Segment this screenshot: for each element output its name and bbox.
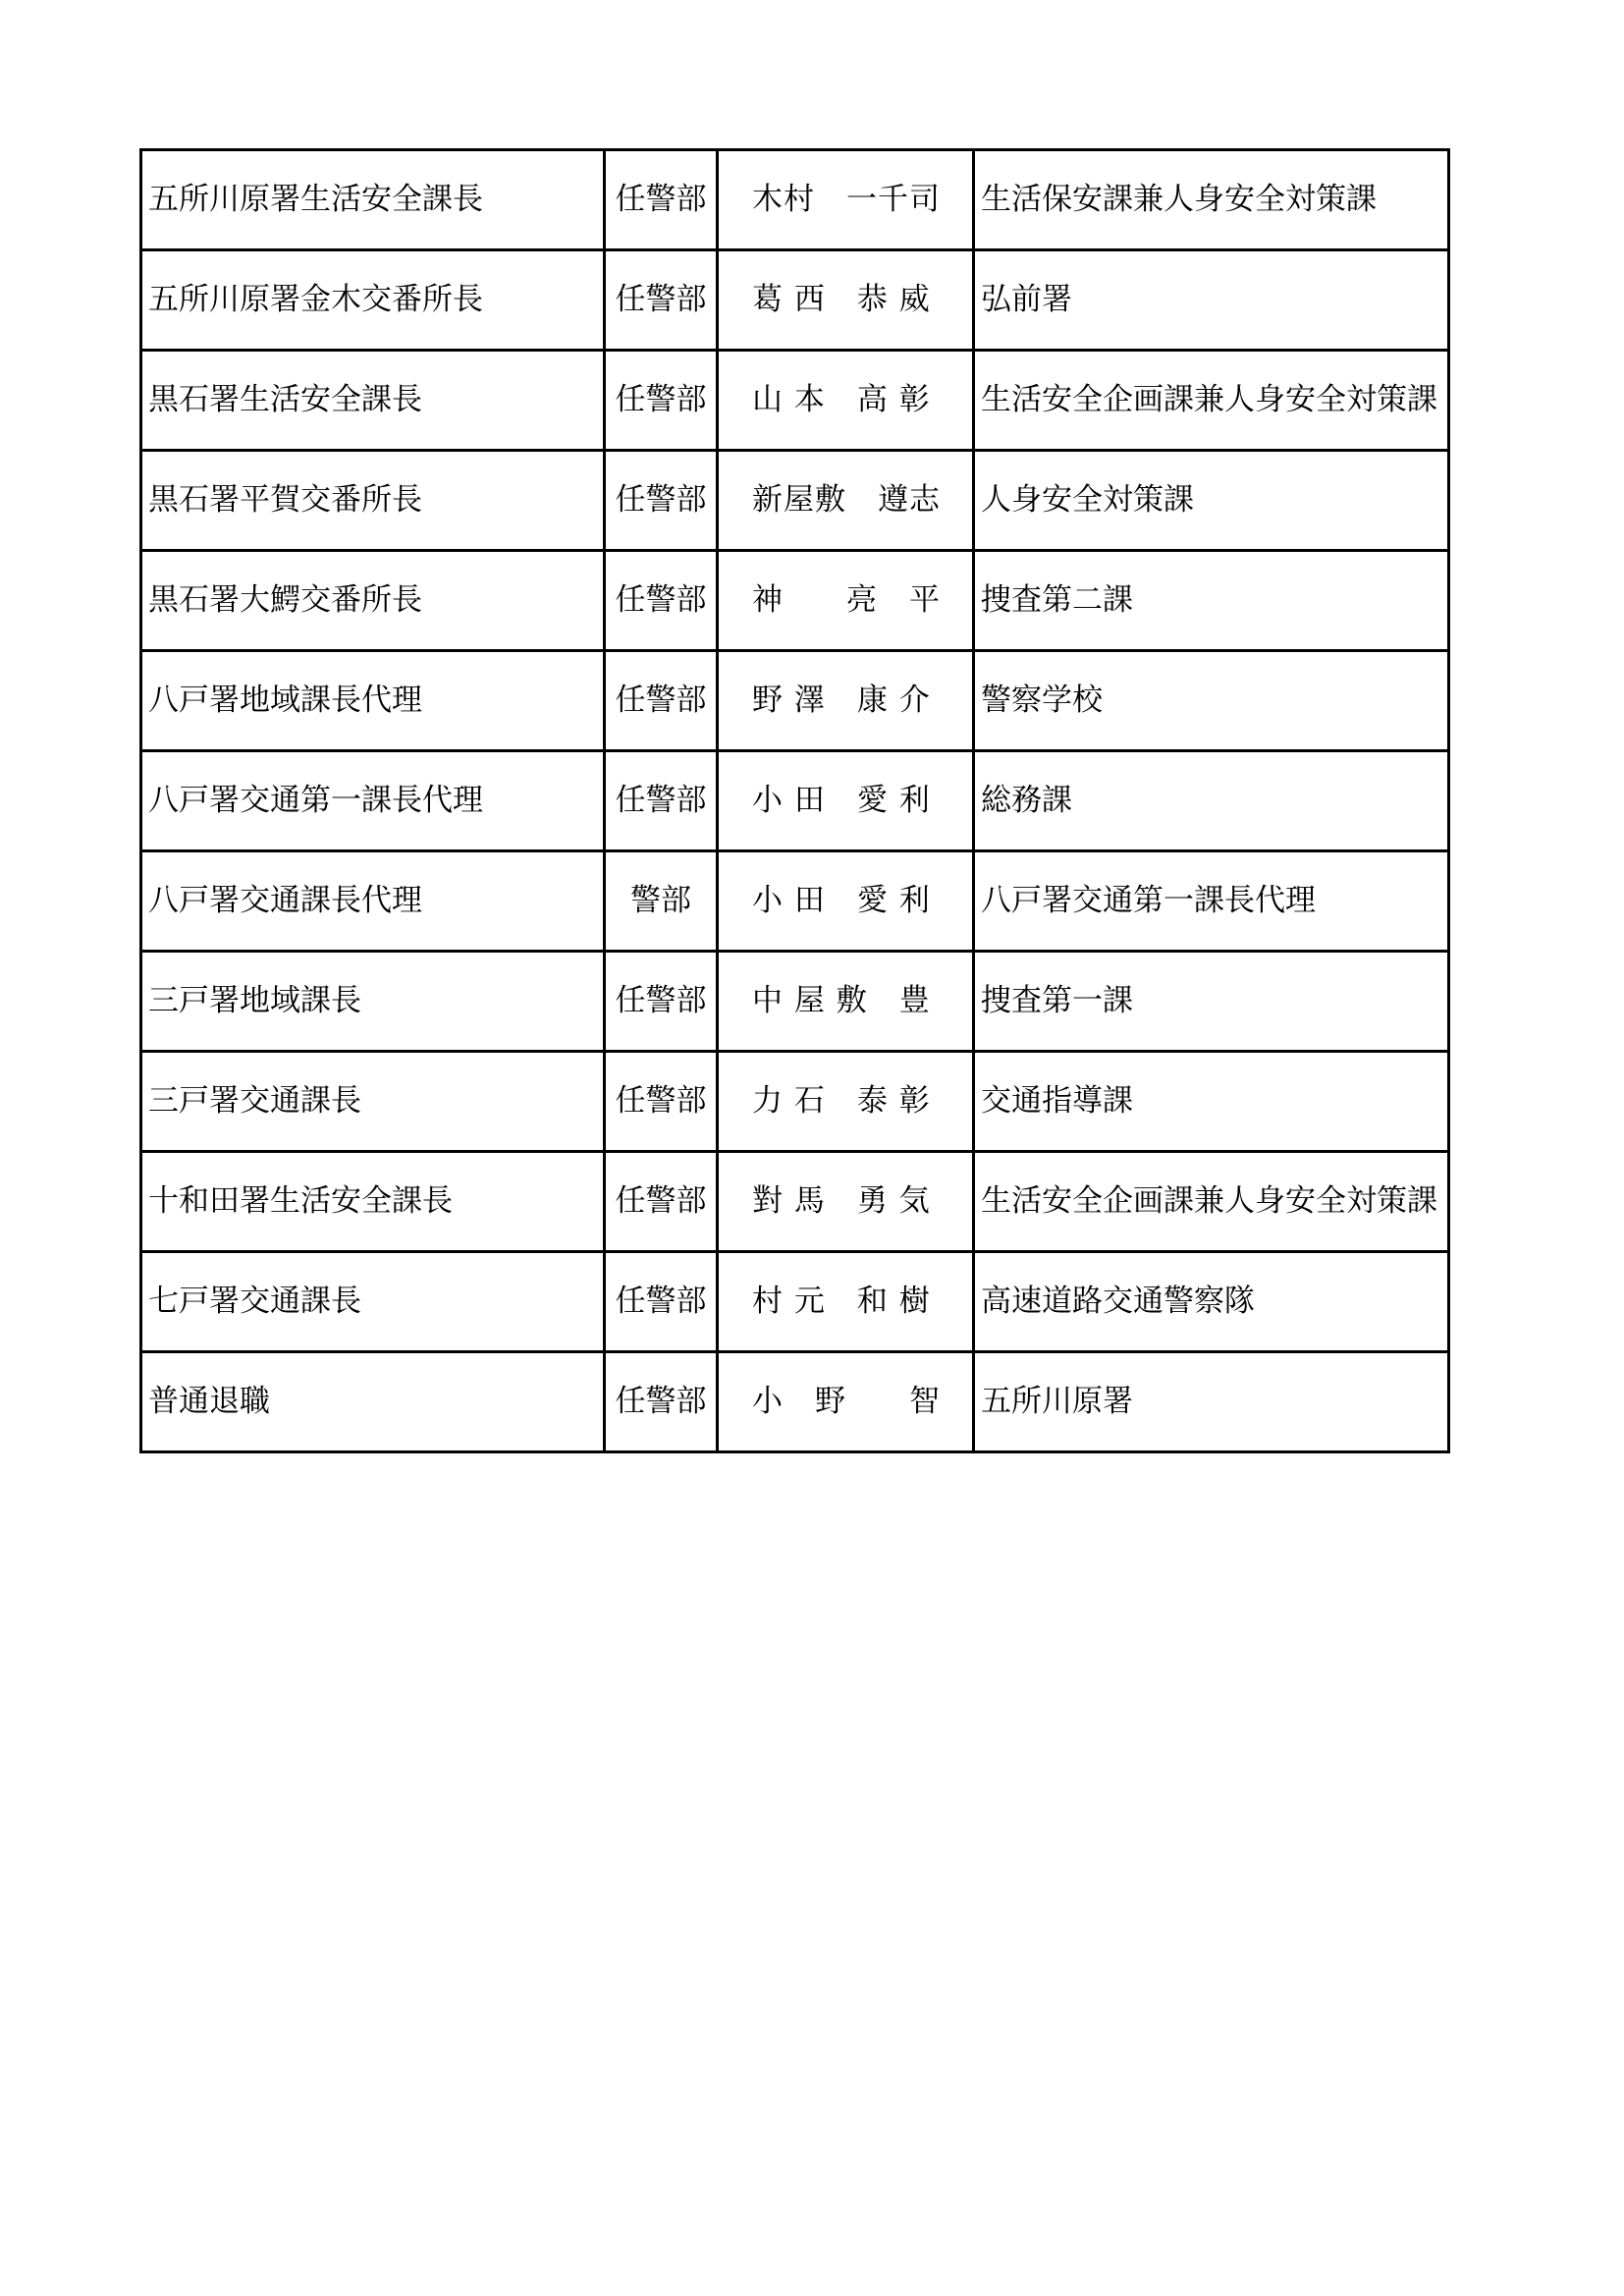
previous-post-cell: 生活安全企画課兼人身安全対策課 (974, 1152, 1449, 1252)
previous-post-cell: 生活安全企画課兼人身安全対策課 (974, 351, 1449, 451)
table-row (141, 851, 1449, 952)
table-row (141, 551, 1449, 651)
name-cell: 小 野 智 (718, 1352, 974, 1452)
name-cell: 野 澤 康 介 (718, 651, 974, 751)
name-cell: 村 元 和 樹 (718, 1252, 974, 1352)
new-post-cell: 黒石署生活安全課長 (141, 351, 605, 451)
table-row (141, 1352, 1449, 1452)
previous-post-cell: 高速道路交通警察隊 (974, 1252, 1449, 1352)
new-post-cell: 八戸署交通第一課長代理 (141, 751, 605, 851)
rank-cell: 任警部 (605, 351, 718, 451)
rank-cell: 任警部 (605, 250, 718, 351)
new-post-cell: 五所川原署金木交番所長 (141, 250, 605, 351)
rank-cell: 任警部 (605, 751, 718, 851)
name-cell: 中 屋 敷 豊 (718, 952, 974, 1052)
name-cell: 葛 西 恭 威 (718, 250, 974, 351)
previous-post-cell: 捜査第二課 (974, 551, 1449, 651)
table-row (141, 1252, 1449, 1352)
table-row (141, 451, 1449, 551)
previous-post-cell: 総務課 (974, 751, 1449, 851)
table-row (141, 351, 1449, 451)
new-post-cell: 黒石署平賀交番所長 (141, 451, 605, 551)
previous-post-cell: 警察学校 (974, 651, 1449, 751)
new-post-cell: 三戸署地域課長 (141, 952, 605, 1052)
previous-post-cell: 生活保安課兼人身安全対策課 (974, 150, 1449, 250)
table-row (141, 751, 1449, 851)
name-cell: 小 田 愛 利 (718, 751, 974, 851)
previous-post-cell: 弘前署 (974, 250, 1449, 351)
personnel-transfer-table (139, 148, 1450, 1453)
previous-post-cell: 交通指導課 (974, 1052, 1449, 1152)
previous-post-cell: 人身安全対策課 (974, 451, 1449, 551)
new-post-cell: 十和田署生活安全課長 (141, 1152, 605, 1252)
rank-cell: 任警部 (605, 150, 718, 250)
table-row (141, 1052, 1449, 1152)
new-post-cell: 三戸署交通課長 (141, 1052, 605, 1152)
table-row (141, 250, 1449, 351)
rank-cell: 任警部 (605, 1352, 718, 1452)
name-cell: 新屋敷 遵志 (718, 451, 974, 551)
previous-post-cell: 五所川原署 (974, 1352, 1449, 1452)
table-body (141, 150, 1449, 1452)
new-post-cell: 八戸署交通課長代理 (141, 851, 605, 952)
table-row (141, 150, 1449, 250)
rank-cell: 任警部 (605, 451, 718, 551)
rank-cell: 任警部 (605, 1252, 718, 1352)
rank-cell: 任警部 (605, 1152, 718, 1252)
table-row (141, 651, 1449, 751)
rank-cell: 任警部 (605, 952, 718, 1052)
name-cell: 力 石 泰 彰 (718, 1052, 974, 1152)
name-cell: 神 亮 平 (718, 551, 974, 651)
previous-post-cell: 捜査第一課 (974, 952, 1449, 1052)
new-post-cell: 黒石署大鰐交番所長 (141, 551, 605, 651)
table-row (141, 952, 1449, 1052)
name-cell: 山 本 高 彰 (718, 351, 974, 451)
rank-cell: 任警部 (605, 551, 718, 651)
name-cell: 對 馬 勇 気 (718, 1152, 974, 1252)
table-row (141, 1152, 1449, 1252)
name-cell: 木村 一千司 (718, 150, 974, 250)
previous-post-cell: 八戸署交通第一課長代理 (974, 851, 1449, 952)
rank-cell: 警部 (605, 851, 718, 952)
new-post-cell: 八戸署地域課長代理 (141, 651, 605, 751)
new-post-cell: 七戸署交通課長 (141, 1252, 605, 1352)
rank-cell: 任警部 (605, 651, 718, 751)
new-post-cell: 普通退職 (141, 1352, 605, 1452)
new-post-cell: 五所川原署生活安全課長 (141, 150, 605, 250)
rank-cell: 任警部 (605, 1052, 718, 1152)
name-cell: 小 田 愛 利 (718, 851, 974, 952)
